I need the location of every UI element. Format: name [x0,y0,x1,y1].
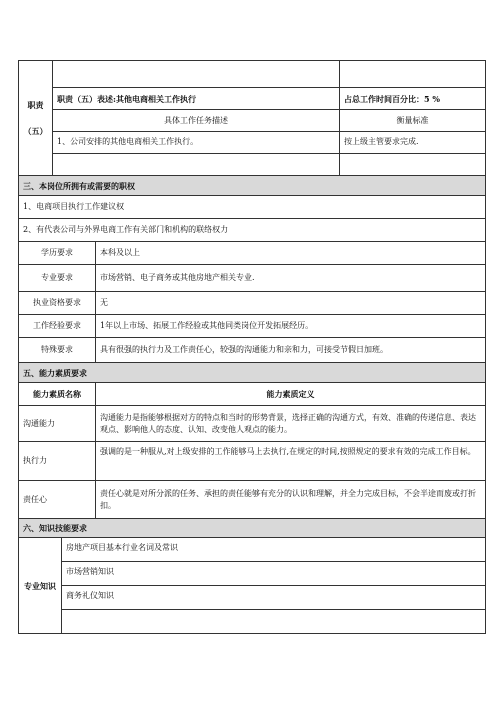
ability-definition: 强调的是一种服从,对上级安排的工作能够马上去执行,在规定的时间,按照规定的要求有效的完成工作目标。 [96,442,486,481]
duty5-title: 职责（五）表述:其他电商相关工作执行 [53,88,340,110]
ability-name: 执行力 [19,442,96,481]
knowledge-item: 房地产项目基本行业名词及常识 [62,538,486,562]
ability-name-header: 能力素质名称 [19,383,96,406]
duty5-side-label-a: 职责 [27,100,44,110]
qualification-label: 工作经验要求 [19,315,96,338]
empty-cell [53,154,340,176]
section6-heading: 六、知识技能要求 [19,519,486,538]
ability-name: 责任心 [19,481,96,519]
section5-heading: 五、能力素质要求 [19,363,486,383]
qualification-value: 1年以上市场、拓展工作经验或其他同类岗位开发拓展经历。 [96,315,486,338]
qualification-label: 特殊要求 [19,338,96,363]
task-description-header: 具体工作任务描述 [53,110,340,132]
job-description-table [18,60,486,634]
section3-heading: 三、本岗位所拥有或需要的职权 [19,176,486,196]
qualification-value: 本科及以上 [96,242,486,265]
authority-item-2: 2、有代表公司与外界电商工作有关部门和机构的联络权力 [19,219,486,242]
qualification-value: 市场营销、电子商务或其他房地产相关专业. [96,265,486,292]
ability-name: 沟通能力 [19,406,96,442]
ability-definition: 责任心就是对所分派的任务、承担的责任能够有充分的认识和理解，并全力完成目标，不会半途而废或打折扣。 [96,481,486,519]
ability-definition: 沟通能力是指能够根据对方的特点和当时的形势背景，选择正确的沟通方式，有效、准确的传递信息、表达观点、影响他人的态度、认知、改变他人观点的能力。 [96,406,486,442]
knowledge-item: 市场营销知识 [62,562,486,586]
qualification-label: 专业要求 [19,265,96,292]
knowledge-label: 专业知识 [19,538,62,634]
qualification-label: 学历要求 [19,242,96,265]
qualification-value: 无 [96,292,486,315]
empty-cell [340,154,486,176]
duty5-task-1: 1、公司安排的其他电商相关工作执行。 [53,132,340,154]
duty5-time-percent: 占总工作时间百分比：5 % [340,88,486,110]
qualification-value: 具有很强的执行力及工作责任心，较强的沟通能力和亲和力，可接受节假日加班。 [96,338,486,363]
duty5-standard-1: 按上级主管要求完成. [340,132,486,154]
authority-item-1: 1、电商项目执行工作建议权 [19,196,486,219]
empty-cell [340,61,486,88]
ability-definition-header: 能力素质定义 [96,383,486,406]
qualification-label: 执业资格要求 [19,292,96,315]
empty-cell [53,61,340,88]
job-description-document [18,60,485,634]
knowledge-item: 商务礼仪知识 [62,586,486,610]
standard-header: 衡量标准 [340,110,486,132]
duty5-side-label [19,61,53,176]
duty5-side-label-b: （五） [23,126,48,136]
knowledge-item [62,610,486,634]
